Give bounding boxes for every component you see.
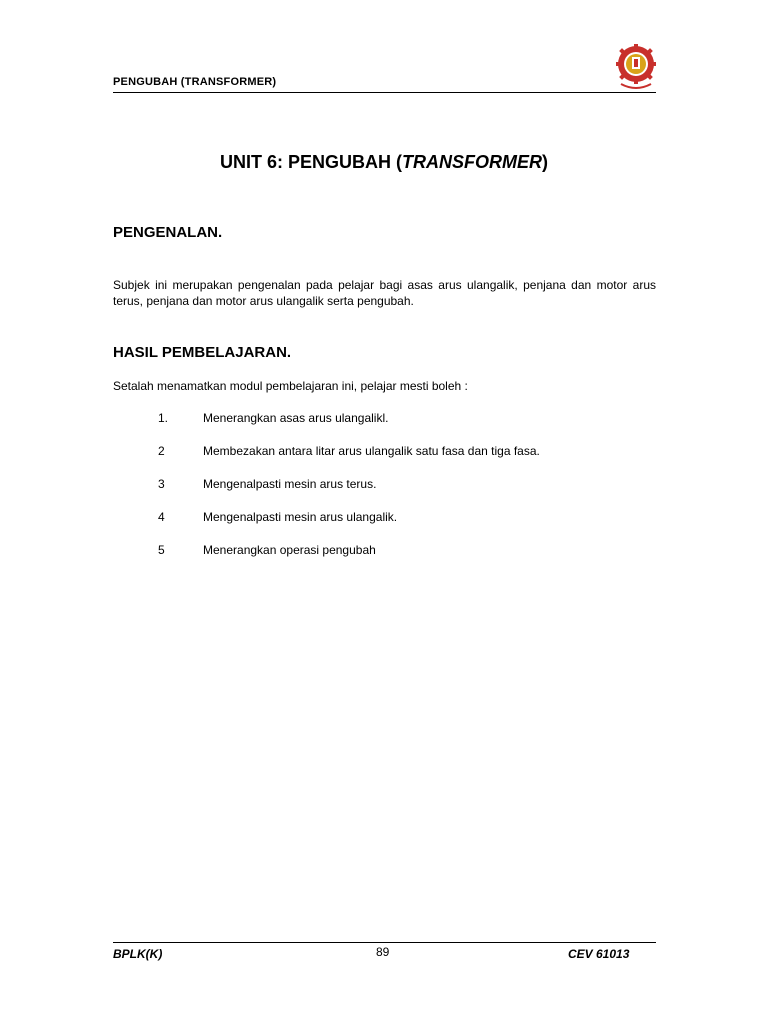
outcome-number: 5 [158, 543, 165, 557]
outcomes-lead: Setalah menamatkan modul pembelajaran ini, pelajar mesti boleh : [113, 379, 468, 393]
outcome-text: Menerangkan operasi pengubah [203, 543, 376, 557]
outcome-text: Mengenalpasti mesin arus ulangalik. [203, 510, 398, 524]
page-number: 89 [376, 945, 390, 959]
footer-rule [113, 942, 656, 943]
outcome-number: 2 [158, 444, 165, 458]
outcome-number: 3 [158, 477, 165, 491]
unit-title [0, 152, 768, 173]
header-title: PENGUBAH (TRANSFORMER) [113, 76, 277, 88]
footer-course-code: CEV 61013 [568, 947, 630, 961]
outcome-text: Mengenalpasti mesin arus terus. [203, 477, 377, 491]
header-rule [113, 92, 656, 93]
unit-title-italic: TRANSFORMER [402, 152, 542, 172]
footer-left-text: BPLK(K) [113, 947, 163, 961]
intro-paragraph: Subjek ini merupakan pengenalan pada pelajar bagi asas arus ulangalik, penjana dan motor arus terus, penjana dan motor arus ulangalik serta pengubah. [113, 278, 656, 308]
outcome-text: Menerangkan asas arus ulangalikl. [203, 411, 389, 425]
unit-title-suffix: ) [542, 152, 548, 172]
outcome-text: Membezakan antara litar arus ulangalik satu fasa dan tiga fasa. [203, 444, 540, 458]
outcomes-heading: HASIL PEMBELAJARAN. [113, 344, 292, 361]
outcome-number: 1. [158, 411, 169, 425]
intro-heading: PENGENALAN. [113, 224, 223, 241]
institution-logo-icon [615, 44, 657, 90]
outcome-number: 4 [158, 510, 165, 524]
unit-title-prefix: UNIT 6: PENGUBAH ( [219, 152, 402, 172]
